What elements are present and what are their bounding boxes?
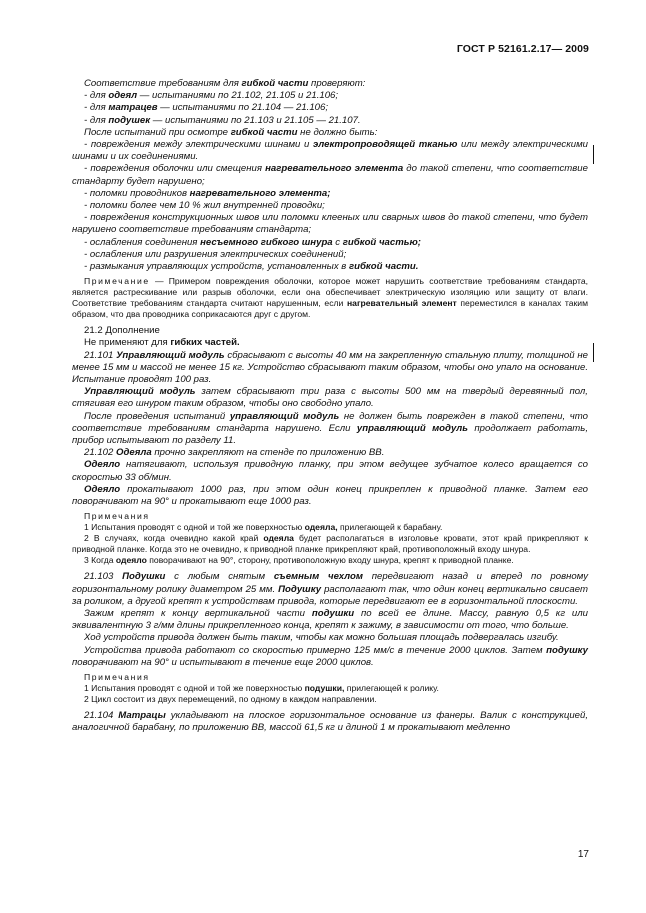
list-item: - повреждения конструкционных швов или поломки клееных или сварных швов до такой степени, что будет нарушено соответствие требованиям стандарта;	[72, 212, 588, 236]
paragraph: 21.103 Подушки с любым снятым съемным чехлом передвигают назад и вперед по ровному горизонтальному ролику диаметром 25 мм. Подушку располагают так, что один конец вертикально свисает за роликом, а другой крепят к устройствам привода, которые передвигают ее в горизонтальной плоскости.	[72, 571, 588, 607]
paragraph: 21.104 Матрацы укладывают на плоское горизонтальное основание из фанеры. Валик с конструкцией, аналогичной барабану, по приложению ВВ, массой 61,5 кг и длиной 1 м прокатывают медленно	[72, 709, 589, 734]
paragraph: Соответствие требованиям для гибкой части проверяют:	[84, 78, 366, 89]
paragraph: Одеяло прокатывают 1000 раз, при этом один конец прикреплен к приводной планке. Затем его поворачивают на 90° и прокатывают еще 1000 раз.	[72, 483, 588, 508]
notes-heading: Примечания	[84, 671, 150, 682]
list-item: - для подушек — испытаниями по 21.103 и 21.105 — 21.107.	[84, 114, 361, 126]
revision-bar	[593, 343, 594, 362]
section-heading: 21.2 Дополнение	[84, 325, 160, 337]
paragraph: Зажим крепят к концу вертикальной части подушки по всей ее длине. Массу, равную 0,5 кг или эквивалентную 3 г/мм длины прикрепленного конца, крепят к зажиму, в зависимости от того, что больше.	[72, 607, 588, 632]
notes-heading: Примечания	[84, 511, 150, 522]
list-item: - для матрацев — испытаниями по 21.104 — 21.106;	[84, 102, 328, 114]
list-item: - ослабления соединения несъемного гибкого шнура с гибкой частью;	[84, 236, 421, 248]
note-item: 3 Когда одеяло поворачивают на 90°, сторону, противоположную входу шнура, крепят к приводной планке.	[84, 555, 514, 566]
paragraph: 21.102 Одеяла прочно закрепляют на стенде по приложению ВВ.	[84, 447, 385, 459]
note-item: 2 Цикл состоит из двух перемещений, по одному в каждом направлении.	[84, 693, 377, 704]
paragraph: Одеяло натягивают, используя приводную планку, при этом ведущее зубчатое колесо вращается со скоростью 33 об/мин.	[72, 459, 588, 483]
revision-bar	[593, 145, 594, 164]
note-item: 2 В случаях, когда очевидно какой край одеяла будет располагаться в изголовье кровати, этот край прикрепляют к приводной планке. Когда это не очевидно, к приводной планке прикрепляют край, противоположный входу шнура.	[72, 533, 588, 555]
paragraph: Устройства привода работают со скоростью примерно 125 мм/с в течение 2000 циклов. Затем подушку поворачивают на 90° и испытывают в течение еще 2000 циклов.	[72, 644, 588, 668]
list-item: - поломки проводников нагревательного элемента;	[84, 187, 331, 199]
list-item: - для одеял — испытаниями по 21.102, 21.105 и 21.106;	[84, 90, 339, 102]
document-header: ГОСТ Р 52161.2.17— 2009	[456, 43, 589, 55]
note-item: 1 Испытания проводят с одной и той же поверхностью одеяла, прилегающей к барабану.	[84, 522, 443, 533]
document-body	[72, 78, 588, 734]
page-number: 17	[577, 849, 589, 860]
list-item: - повреждения оболочки или смещения нагревательного элемента до такой степени, что соответствие стандарту будет нарушено;	[72, 163, 588, 187]
list-item: - ослабления или разрушения электрических соединений;	[84, 248, 347, 260]
list-item: - поломки более чем 10 % жил внутренней проводки;	[84, 200, 325, 212]
note-item: 1 Испытания проводят с одной и той же поверхностью подушки, прилегающей к ролику.	[84, 682, 439, 693]
paragraph: После проведения испытаний управляющий модуль не должен быть поврежден в такой степени, что соответствие требованиям стандарта нарушено. Если управляющий модуль продолжает работать, прибор испытывают по разделу 11.	[72, 410, 588, 447]
note: Примечание — Примером повреждения оболочки, которое может нарушить соответствие требованиям стандарта, является растрескивание или разрыв оболочки, если она обеспечивает электрическую изоляцию или защиту от влаги. Соответствие требованиям стандарта считают нарушенным, если нагревательный элемент переместился в каналах таким образом, что два проводника соприкасаются друг с другом.	[72, 276, 588, 320]
paragraph: Не применяют для гибких частей.	[84, 337, 240, 349]
paragraph: После испытаний при осмотре гибкой части не должно быть:	[84, 126, 378, 138]
list-item: - повреждения между электрическими шинами и электропроводящей тканью или между электрическими шинами и их соединениями.	[72, 139, 588, 163]
paragraph: 21.101 Управляющий модуль сбрасывают с высоты 40 мм на закрепленную стальную плиту, толщиной не менее 15 мм и массой не менее 15 кг. Устройство сбрасывают таким образом, чтобы оно упало на основание. Испытание проводят 100 раз.	[72, 349, 588, 386]
list-item: - размыкания управляющих устройств, установленных в гибкой части.	[84, 261, 419, 273]
paragraph: Управляющий модуль затем сбрасывают три раза с высоты 500 мм на твердый деревянный пол, стягивая его шнуром таким образом, чтобы оно свободно упало.	[72, 386, 588, 410]
paragraph: Ход устройств привода должен быть таким, чтобы как можно большая площадь подвергалась изгибу.	[84, 632, 559, 644]
